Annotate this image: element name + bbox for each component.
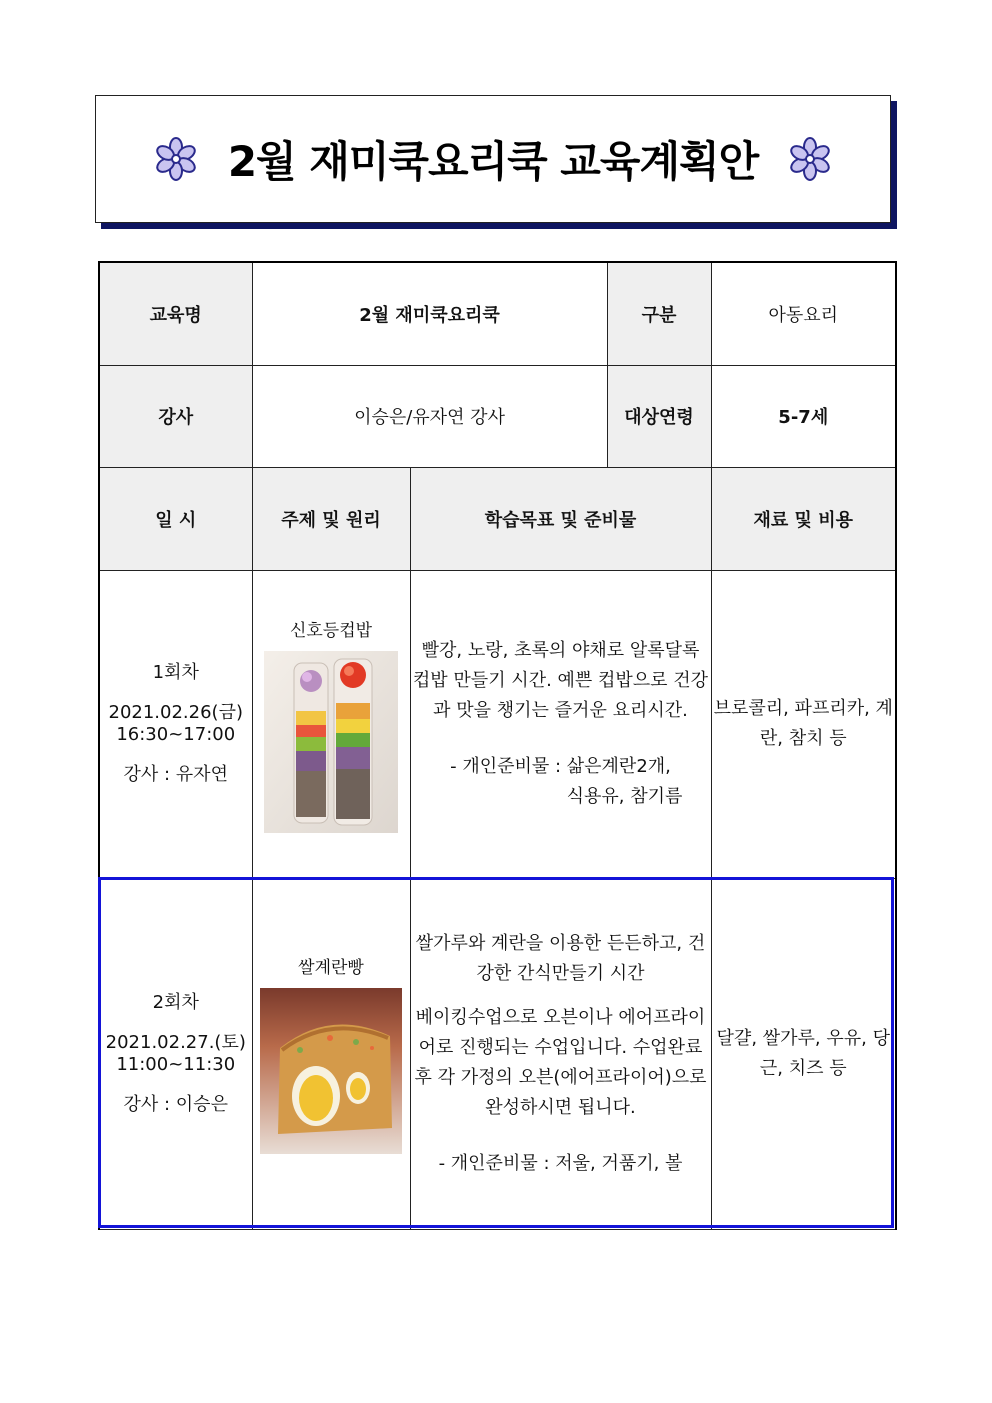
session-date: 2021.02.26(금) <box>108 702 243 723</box>
session-materials: 달걀, 쌀가루, 우유, 당근, 치즈 등 <box>711 878 896 1229</box>
rice-egg-bread-photo <box>260 988 402 1154</box>
session-date: 2021.02.27.(토) <box>105 1031 246 1053</box>
session-prep-line1: - 개인준비물 : 저울, 거품기, 볼 <box>438 1152 683 1174</box>
cup-rice-photo <box>264 651 398 833</box>
session-topic-cell <box>252 878 410 1229</box>
age-value: 5-7세 <box>711 365 896 467</box>
table-row <box>99 878 896 1229</box>
session-round: 1회차 <box>152 662 199 683</box>
session-time: 11:00~11:30 <box>116 1053 236 1075</box>
session-date-cell <box>99 570 252 878</box>
session-goal-cell <box>410 878 711 1229</box>
edu-name-value: 2월 재미쿡요리쿡 <box>252 262 607 365</box>
column-header-date: 일 시 <box>99 467 252 570</box>
column-header-materials: 재료 및 비용 <box>711 467 896 570</box>
edu-name-label: 교육명 <box>99 262 252 365</box>
session-teacher: 강사 : 이승은 <box>123 1093 228 1115</box>
session-goal-text: 빨강, 노랑, 초록의 야채로 알록달록 컵밥 만들기 시간. 예쁜 컵밥으로 건강과 맛을 챙기는 즐거운 요리시간. <box>412 640 709 721</box>
age-label: 대상연령 <box>607 365 711 467</box>
table-row <box>99 570 896 878</box>
session-date-cell <box>99 878 252 1229</box>
session-materials: 브로콜리, 파프리카, 계란, 참치 등 <box>711 570 896 878</box>
column-header-goal: 학습목표 및 준비물 <box>410 467 711 570</box>
column-header-topic: 주제 및 원리 <box>252 467 410 570</box>
session-round: 2회차 <box>152 991 199 1013</box>
session-time: 16:30~17:00 <box>116 724 236 745</box>
session-teacher: 강사 : 유자연 <box>123 764 228 785</box>
title-banner <box>95 95 891 223</box>
flower-icon <box>788 137 832 181</box>
instructor-label: 강사 <box>99 365 252 467</box>
flower-icon <box>154 137 198 181</box>
session-goal-text-2: 베이킹수업으로 오븐이나 에어프라이어로 진행되는 수업입니다. 수업완료 후 각 가정의 오븐(에어프라이어)으로 완성하시면 됩니다. <box>414 1006 707 1118</box>
session-prep-line2: 식용유, 참기름 <box>566 786 683 807</box>
instructor-value: 이승은/유자연 강사 <box>252 365 607 467</box>
topic-name: 신호등컵밥 <box>289 620 373 641</box>
category-value: 아동요리 <box>711 262 896 365</box>
plan-table <box>98 261 897 1230</box>
page-title: 2월 재미쿡요리쿡 교육계획안 <box>227 137 759 186</box>
session-goal-text: 쌀가루와 계란을 이용한 든든하고, 건강한 간식만들기 시간 <box>415 932 706 984</box>
session-topic-cell <box>252 570 410 878</box>
topic-name: 쌀계란빵 <box>298 958 364 978</box>
session-prep-line1: - 개인준비물 : 삶은계란2개, <box>450 756 671 777</box>
category-label: 구분 <box>607 262 711 365</box>
session-goal-cell <box>410 570 711 878</box>
